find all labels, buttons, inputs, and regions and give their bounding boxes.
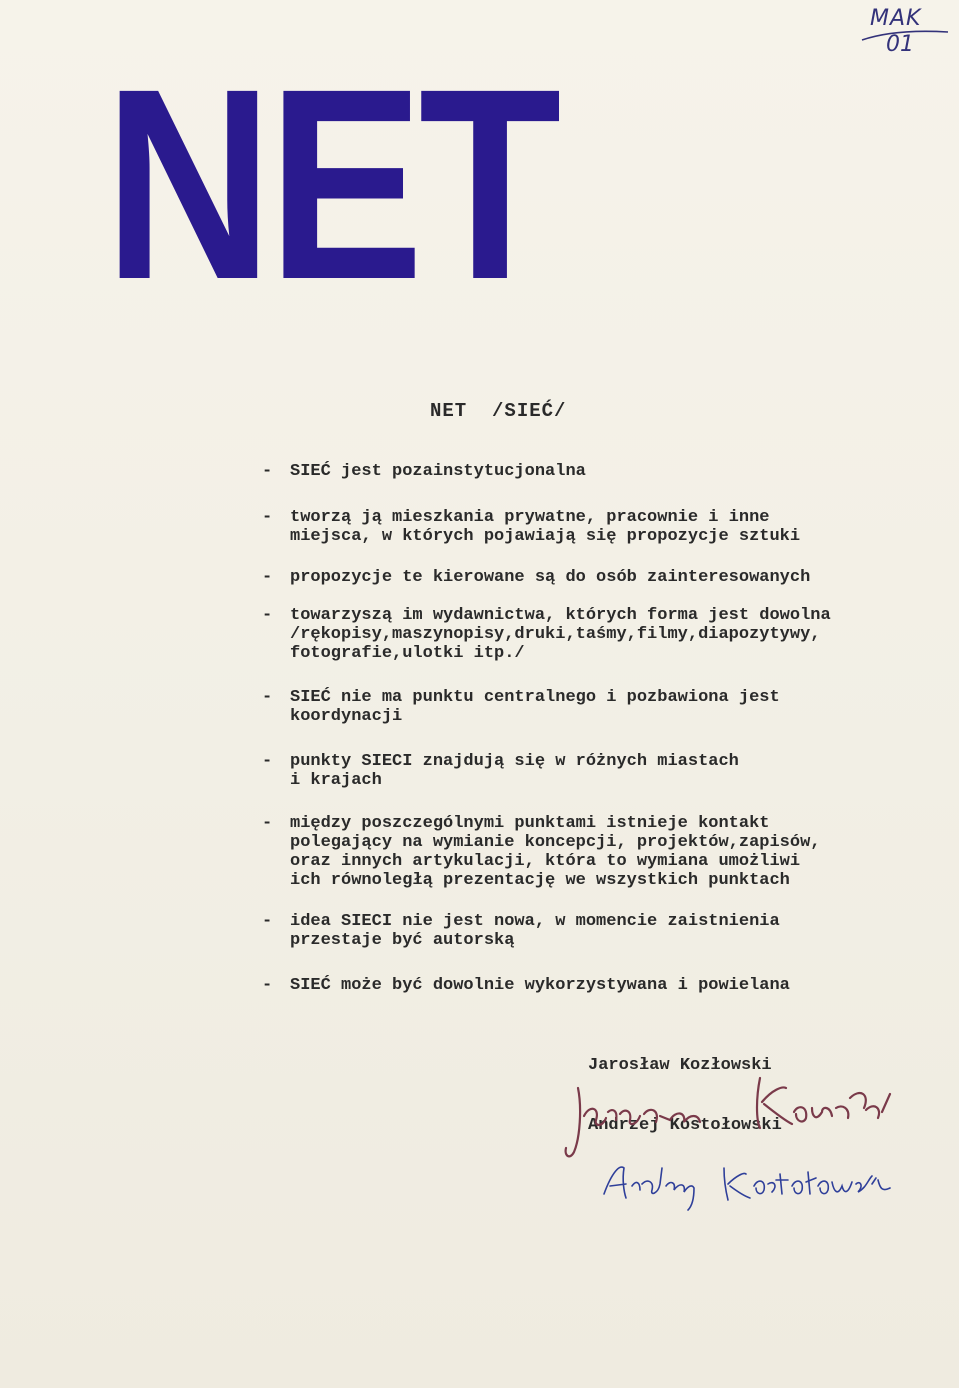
statement-line: SIEĆ może być dowolnie wykorzystywana i powielana: [290, 976, 790, 995]
statement-line: przestaje być autorską: [290, 931, 515, 950]
bullet-dash: -: [262, 568, 273, 587]
bullet-dash: -: [262, 688, 273, 707]
statement-text: [290, 752, 739, 790]
catalog-mark-line2: 01: [886, 32, 914, 57]
bullet-dash: -: [262, 606, 273, 625]
statement-line: SIEĆ nie ma punktu centralnego i pozbawiona jest: [290, 688, 780, 707]
statement-line: SIEĆ jest pozainstytucjonalna: [290, 462, 586, 481]
statement-line: propozycje te kierowane są do osób zainteresowanych: [290, 568, 811, 587]
statement-text: [290, 912, 780, 950]
bullet-dash: -: [262, 912, 273, 931]
statement-line: ich równoległą prezentację we wszystkich punktach: [290, 871, 790, 890]
statement-line: towarzyszą im wydawnictwa, których forma jest dowolna: [290, 606, 831, 625]
statement-text: [290, 976, 790, 995]
statement-line: fotografie,ulotki itp./: [290, 644, 525, 663]
statement-line: między poszczególnymi punktami istnieje kontakt: [290, 814, 770, 833]
statement-line: punkty SIECI znajdują się w różnych miastach: [290, 752, 739, 771]
statement-line: idea SIECI nie jest nowa, w momencie zaistnienia: [290, 912, 780, 931]
statement-text: [290, 508, 800, 546]
statement-line: polegający na wymianie koncepcji, projektów,zapisów,: [290, 833, 821, 852]
statement-text: [290, 814, 821, 890]
bullet-dash: -: [262, 752, 273, 771]
bullet-dash: -: [262, 976, 273, 995]
statement-text: [290, 568, 810, 587]
author-name-1: Jarosław Kozłowski: [588, 1056, 772, 1075]
document-title: NET /SIEĆ/: [430, 400, 567, 422]
statement-line: koordynacji: [290, 707, 403, 726]
statement-line: oraz innych artykulacji, która to wymiana umożliwi: [290, 852, 801, 871]
statement-text: [290, 688, 780, 726]
bullet-dash: -: [262, 814, 273, 833]
statement-line: miejsca, w których pojawiają się propozycje sztuki: [290, 527, 801, 546]
statement-line: /rękopisy,maszynopisy,druki,taśmy,filmy,diapozytywy,: [290, 625, 821, 644]
net-stamp-heading: NET: [104, 32, 557, 336]
catalog-mark-line1: MAK: [870, 6, 922, 31]
bullet-dash: -: [262, 462, 273, 481]
signature-kozlowski: [566, 1078, 890, 1156]
author-name-2: Andrzej Kostołowski: [588, 1116, 782, 1135]
bullet-dash: -: [262, 508, 273, 527]
handwritten-signatures: [560, 1068, 940, 1218]
statement-text: [290, 606, 831, 663]
statement-text: [290, 462, 586, 481]
statement-line: tworzą ją mieszkania prywatne, pracownie i inne: [290, 508, 770, 527]
catalog-mark: [856, 6, 952, 66]
statement-line: i krajach: [290, 771, 382, 790]
signature-kostolowski: [604, 1167, 890, 1210]
